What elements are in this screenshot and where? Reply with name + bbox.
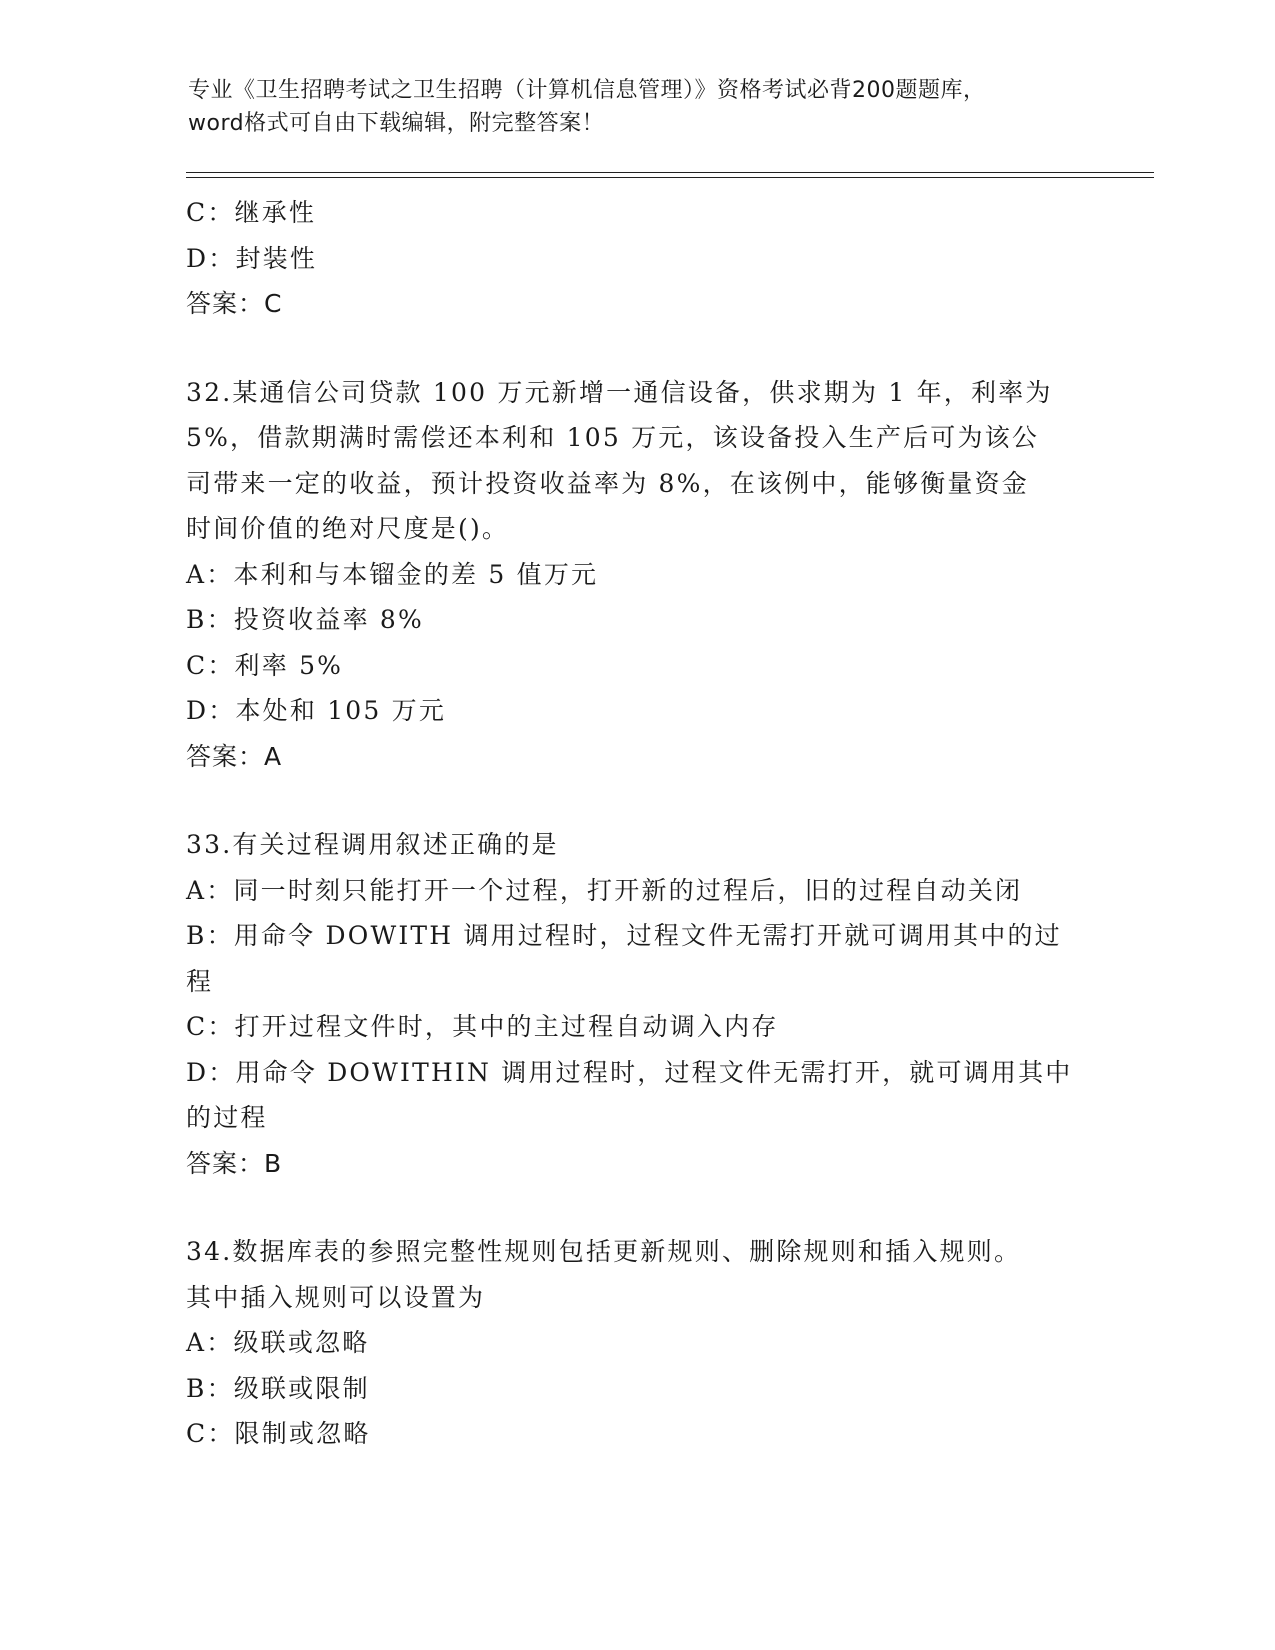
question-text-line: 33.有关过程调用叙述正确的是 xyxy=(186,830,559,859)
option-line: C：利率 5% xyxy=(186,650,344,680)
spacer xyxy=(186,779,1086,822)
document-body xyxy=(186,190,1086,1457)
option-line: D：封装性 xyxy=(186,243,318,273)
option-line: 的过程 xyxy=(186,1103,268,1132)
option-line: B：级联或限制 xyxy=(186,1373,370,1403)
question-33 xyxy=(186,822,1086,1186)
header-rule-bottom xyxy=(186,177,1154,178)
answer-line: 答案：C xyxy=(186,289,283,318)
question-text-line: 其中插入规则可以设置为 xyxy=(186,1282,486,1312)
option-line: A：同一时刻只能打开一个过程，打开新的过程后，旧的过程自动关闭 xyxy=(186,875,1023,905)
option-line: A：本利和与本镏金的差 5 值万元 xyxy=(186,559,599,589)
option-line: 程 xyxy=(186,966,214,996)
header-line-1: 专业《卫生招聘考试之卫生招聘（计算机信息管理）》资格考试必背200题题库， xyxy=(188,78,986,103)
spacer xyxy=(186,1186,1086,1229)
option-line: D：本处和 105 万元 xyxy=(186,696,447,725)
question-text-line: 时间价值的绝对尺度是()。 xyxy=(186,514,510,543)
option-line: A：级联或忽略 xyxy=(186,1328,370,1357)
question-32 xyxy=(186,370,1086,780)
option-line: B：用命令 DOWITH 调用过程时，过程文件无需打开就可调用其中的过 xyxy=(186,921,1062,950)
question-text-line: 32.某通信公司贷款 100 万元新增一通信设备，供求期为 1 年，利率为 xyxy=(186,377,1053,407)
question-text-line: 司带来一定的收益，预计投资收益率为 8%，在该例中，能够衡量资金 xyxy=(186,468,1030,498)
answer-line: 答案：A xyxy=(186,741,283,771)
question-31-tail xyxy=(186,190,1086,327)
question-text-line: 34.数据库表的参照完整性规则包括更新规则、删除规则和插入规则。 xyxy=(186,1237,1022,1266)
option-line: C：打开过程文件时，其中的主过程自动调入内存 xyxy=(186,1012,779,1041)
option-line: D：用命令 DOWITHIN 调用过程时，过程文件无需打开，就可调用其中 xyxy=(186,1057,1073,1087)
spacer xyxy=(186,327,1086,370)
header-line-2: word格式可自由下载编辑，附完整答案！ xyxy=(188,111,605,136)
option-line: B：投资收益率 8% xyxy=(186,605,424,634)
option-line: C：限制或忽略 xyxy=(186,1419,371,1448)
document-header xyxy=(188,74,1088,140)
question-text-line: 5%，借款期满时需偿还本利和 105 万元，该设备投入生产后可为该公 xyxy=(186,423,1040,452)
header-rule-top xyxy=(186,172,1154,173)
question-34 xyxy=(186,1229,1086,1457)
option-line: C：继承性 xyxy=(186,198,317,227)
answer-line: 答案：B xyxy=(186,1148,283,1178)
